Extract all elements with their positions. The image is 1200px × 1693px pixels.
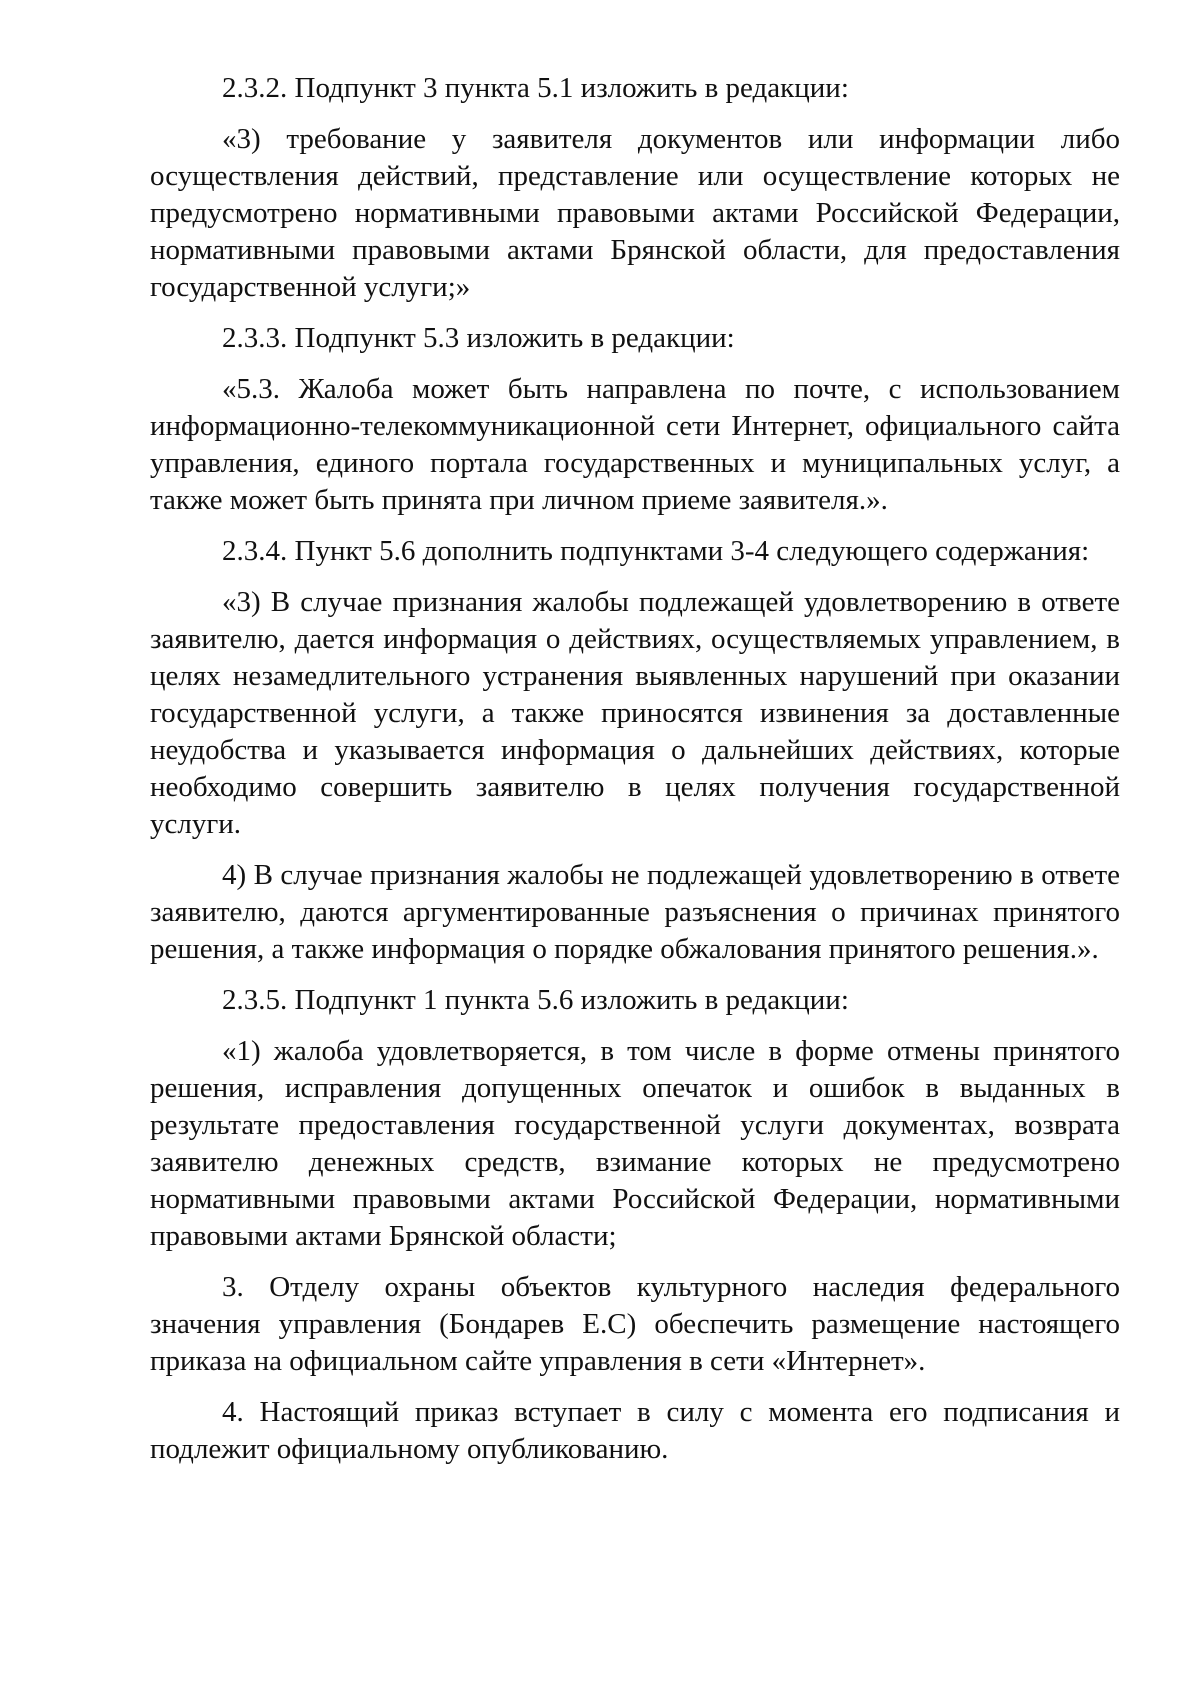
paragraph-subitem-3: «3) требование у заявителя документов или информации либо осуществления действий, представление или осуществление которых не предусмотрено нормативными правовыми актами Российской Федерации, нормативными правовыми актами Брянской области, для предоставления государственной услуги;» <box>150 123 1120 303</box>
paragraph-item-4: 4. Настоящий приказ вступает в силу с момента его подписания и подлежит официальному опубликованию. <box>150 1396 1120 1465</box>
section-heading-2-3-3: 2.3.3. Подпункт 5.3 изложить в редакции: <box>222 322 735 354</box>
section-heading-2-3-2: 2.3.2. Подпункт 3 пункта 5.1 изложить в редакции: <box>222 72 849 104</box>
paragraph-item-3: 3. Отделу охраны объектов культурного наследия федерального значения управления (Бондарев Е.С) обеспечить размещение настоящего приказа на официальном сайте управления в сети «Интернет». <box>150 1271 1120 1377</box>
paragraph-subitem-4-complaint: 4) В случае признания жалобы не подлежащей удовлетворению в ответе заявителю, даются аргументированные разъяснения о причинах принятого решения, а также информация о порядке обжалования принятого решения.». <box>150 859 1120 965</box>
paragraph-subitem-1-complaint: «1) жалоба удовлетворяется, в том числе в форме отмены принятого решения, исправления допущенных опечаток и ошибок в выданных в результате предоставления государственной услуги документах, возврата заявителю денежных средств, взимание которых не предусмотрено нормативными правовыми актами Российской Федерации, нормативными правовыми актами Брянской области; <box>150 1035 1120 1252</box>
paragraph-5-3: «5.3. Жалоба может быть направлена по почте, с использованием информационно-телекоммуникационной сети Интернет, официального сайта управления, единого портала государственных и муниципальных услуг, а также может быть принята при личном приеме заявителя.». <box>150 373 1120 516</box>
section-heading-2-3-4: 2.3.4. Пункт 5.6 дополнить подпунктами 3-4 следующего содержания: <box>222 535 1090 567</box>
section-heading-2-3-5: 2.3.5. Подпункт 1 пункта 5.6 изложить в редакции: <box>222 984 849 1016</box>
document-page <box>150 70 1120 1482</box>
paragraph-subitem-3-complaint: «3) В случае признания жалобы подлежащей удовлетворению в ответе заявителю, дается информация о действиях, осуществляемых управлением, в целях незамедлительного устранения выявленных нарушений при оказании государственной услуги, а также приносятся извинения за доставленные неудобства и указывается информация о дальнейших действиях, которые необходимо совершить заявителю в целях получения государственной услуги. <box>150 586 1120 840</box>
